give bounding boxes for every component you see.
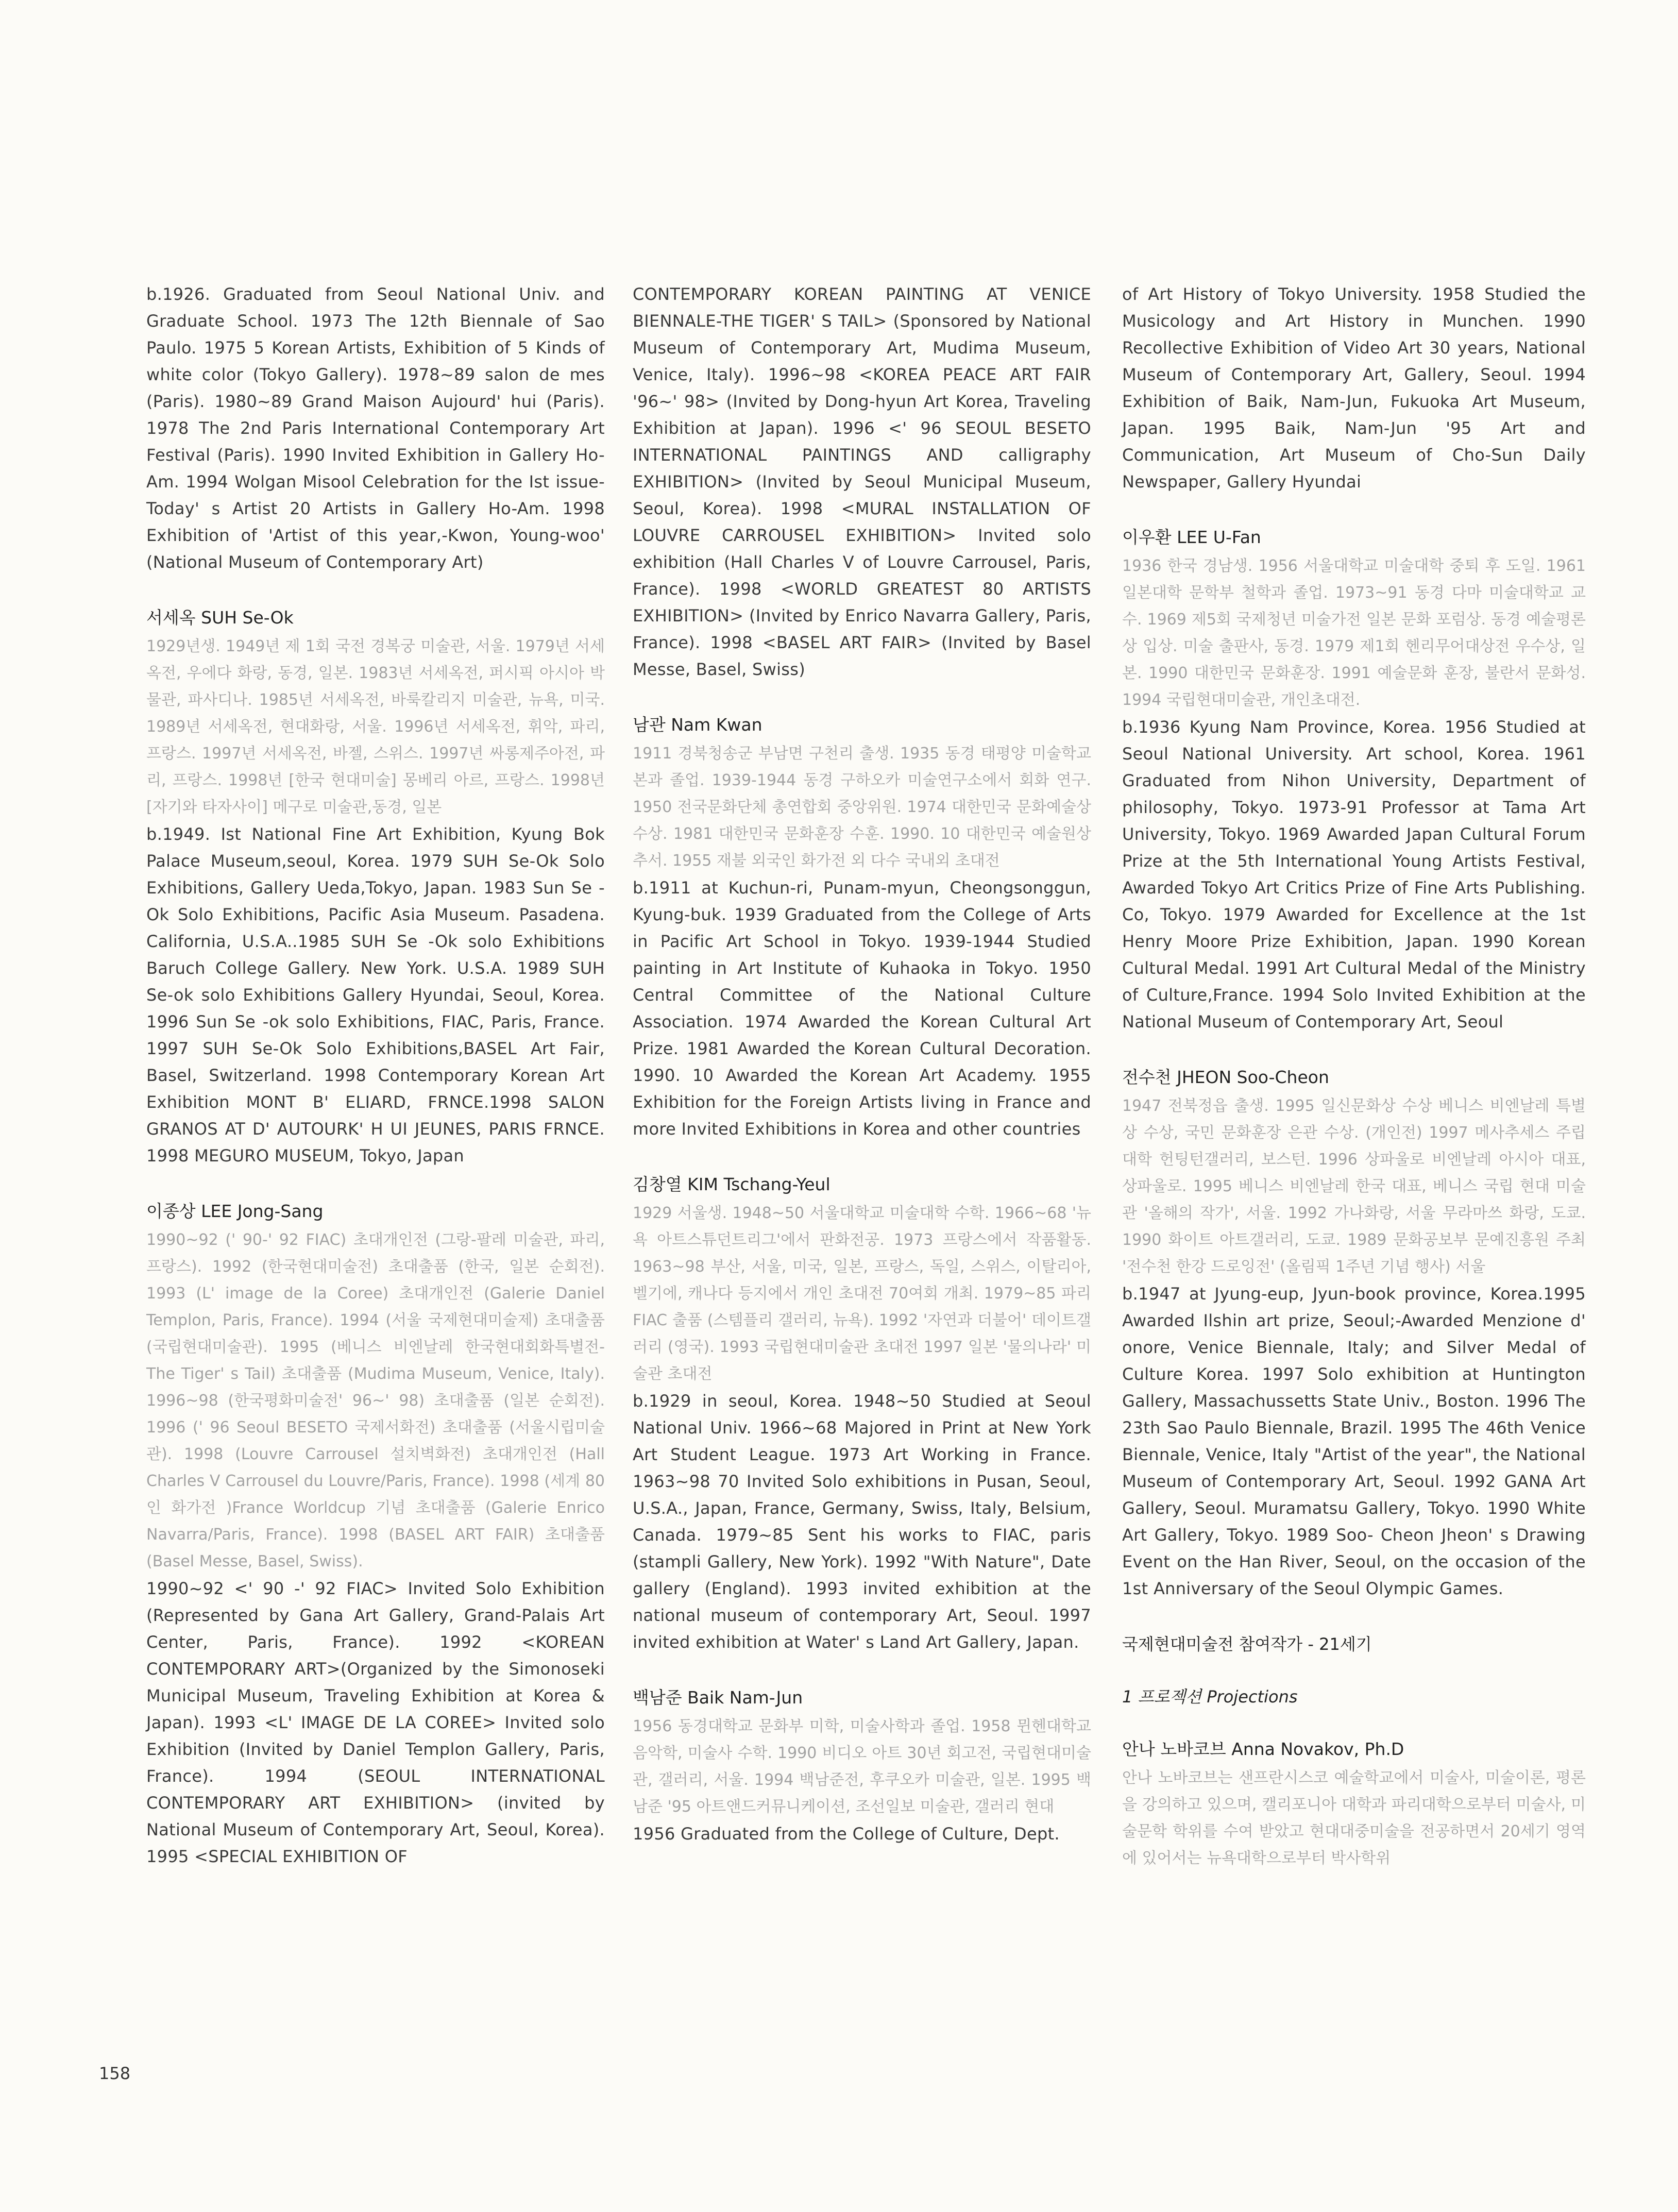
subsection-title: 1 프로젝션 Projections [1122,1687,1298,1707]
bio-korean: 1936 한국 경남생. 1956 서울대학교 미술대학 중퇴 후 도일. 1961 일본대학 문학부 철학과 졸업. 1973~91 동경 다마 미술대학교 교수. 1969 제5회 국제청년 미술가전 일본 문화 포럼상. 동경 예술평론상 입상. 미술 출판사, 동경. 1979 제1회 헨리무어대상전 우수상, 일본. 1990 대한민국 문화훈장. 1991 예술문화 훈장, 불란서 문화성. 1994 국립현대미술관, 개인초대전. [1122,557,1586,709]
column-right [1122,281,1586,1900]
bio-korean: 1947 전북정읍 출생. 1995 일신문화상 수상 베니스 비엔날레 특별상 수상, 국민 문화훈장 은관 수상. (개인전) 1997 메사추세스 주립대학 헌팅턴갤러리, 보스턴. 1996 상파울로 비엔날레 아시아 대표, 상파울로. 1995 베니스 비엔날레 한국 대표, 베니스 국립 현대 미술관 '올해의 작가', 서울. 1992 가나화랑, 서울 무라마쓰 화랑, 도쿄. 1990 화이트 아트갤러리, 도쿄. 1989 문화공보부 문예진흥원 주최 '전수천 한강 드로잉전' (올림픽 1주년 기념 행사) 서울 [1122,1097,1586,1276]
artist-entry [1122,1063,1586,1602]
artist-entry [633,1683,1091,1847]
bio-block [1122,281,1586,495]
artist-name: 전수천 JHEON Soo-Cheon [1122,1067,1329,1087]
bio-korean: 1929 서울생. 1948~50 서울대학교 미술대학 수학. 1966~68 '뉴욕 아트스튜던트리그'에서 판화전공. 1973 프랑스에서 작품활동. 1963~98 부산, 서울, 미국, 일본, 프랑스, 독일, 스위스, 이탈리아, 벨기에, 캐나다 등지에서 개인 초대전 70여회 개최. 1979~85 파리 FIAC 출품 (스템플리 갤러리, 뉴욕). 1992 '자연과 더불어' 데이트갤러리 (영국). 1993 국립현대미술관 초대전 1997 일본 '물의나라' 미술관 초대전 [633,1204,1091,1383]
bio-block [146,281,605,576]
bio-english: b.1929 in seoul, Korea. 1948~50 Studied at Seoul National Univ. 1966~68 Majored in Print at New York Art Student League. 1973 Art Working in France. 1963~98 70 Invited Solo exhibitions in Pusan, Seoul, U.S.A., Japan, France, Germany, Swiss, Italy, Belsium, Canada. 1979~85 Sent his works to FIAC, paris (stampli Gallery, New York). 1992 "With Nature", Date gallery (England). 1993 invited exhibition at the national museum of contemporary Art, Seoul. 1997 invited exhibition at Water' s Land Art Gallery, Japan. [633,1391,1091,1652]
artist-name: 이종상 LEE Jong-Sang [146,1201,324,1221]
artist-entry [1122,523,1586,1035]
bio-block [633,281,1091,683]
bio-korean: 1929년생. 1949년 제 1회 국전 경복궁 미술관, 서울. 1979년 서세옥전, 우에다 화랑, 동경, 일본. 1983년 서세옥전, 퍼시픽 아시아 박물관, 파사디나. 1985년 서세옥전, 바룩칼리지 미술관, 뉴욕, 미국. 1989년 서세옥전, 현대화랑, 서울. 1996년 서세옥전, 휘악, 파리, 프랑스. 1997년 서세옥전, 바젤, 스위스. 1997년 싸롱제주아전, 파리, 프랑스. 1998년 [한국 현대미술] 몽베리 아르, 프랑스. 1998년 [자기와 타자사이] 메구로 미술관,동경, 일본 [146,637,605,816]
bio-korean: 안나 노바코브는 샌프란시스코 예술학교에서 미술사, 미술이론, 평론을 강의하고 있으며, 캘리포니아 대학과 파리대학으로부터 미술사, 미술문학 학위를 수여 받았고 현대대중미술을 전공하면서 20세기 영역에 있어서는 뉴욕대학으로부터 박사학위 [1122,1769,1586,1867]
bio-english: CONTEMPORARY KOREAN PAINTING AT VENICE BIENNALE-THE TIGER' S TAIL> (Sponsored by National Museum of Contemporary Art, Mudima Museum, Venice, Italy). 1996~98 <KOREA PEACE ART FAIR '96~' 98> (Invited by Dong-hyun Art Korea, Traveling Exhibition at Japan). 1996 <' 96 SEOUL BESETO INTERNATIONAL PAINTINGS AND calligraphy EXHIBITION> (Invited by Seoul Municipal Museum, Seoul, Korea). 1998 <MURAL INSTALLATION OF LOUVRE CARROUSEL EXHIBITION> Invited solo exhibition (Hall Charles V of Louvre Carrousel, Paris, France). 1998 <WORLD GREATEST 80 ARTISTS EXHIBITION> (Invited by Enrico Navarra Gallery, Paris, France). 1998 <BASEL ART FAIR> (Invited by Basel Messe, Basel, Swiss) [633,284,1091,679]
artist-name: 안나 노바코브 Anna Novakov, Ph.D [1122,1739,1404,1759]
artist-name: 이우환 LEE U-Fan [1122,527,1261,547]
artist-entry [146,603,605,1169]
artist-entry [633,1170,1091,1656]
artist-entry [146,1197,605,1870]
bio-korean: 1956 동경대학교 문화부 미학, 미술사학과 졸업. 1958 뮌헨대학교 음악학, 미술사 수학. 1990 비디오 아트 30년 회고전, 국립현대미술관, 갤러리, 서울. 1994 백남준전, 후쿠오카 미술관, 일본. 1995 백남준 '95 아트앤드커뮤니케이션, 조선일보 미술관, 갤러리 현대 [633,1717,1091,1816]
artist-name: 백남준 Baik Nam-Jun [633,1687,803,1708]
artist-entry [633,711,1091,1142]
bio-english: b.1947 at Jyung-eup, Jyun-book province, Korea.1995 Awarded Ilshin art prize, Seoul;-Awarded Menzione d' onore, Venice Biennale, Italy; and Silver Medal of Culture Korea. 1997 Solo exhibition at Huntington Gallery, Massachussetts State Univ., Boston. 1996 The 23th Sao Paulo Biennale, Brazil. 1995 The 46th Venice Biennale, Venice, Italy "Artist of the year", the National Museum of Contemporary Art, Seoul. 1992 GANA Art Gallery, Seoul. Muramatsu Gallery, Tokyo. 1990 White Art Gallery, Tokyo. 1989 Soo- Cheon Jheon' s Drawing Event on the Han River, Seoul, on the occasion of the 1st Anniversary of the Seoul Olympic Games. [1122,1284,1586,1598]
bio-english: 1990~92 <' 90 -' 92 FIAC> Invited Solo Exhibition (Represented by Gana Art Gallery, Grand-Palais Art Center, Paris, France). 1992 <KOREAN CONTEMPORARY ART>(Organized by the Simonoseki Municipal Museum, Traveling Exhibition at Korea & Japan). 1993 <L' IMAGE DE LA COREE> Invited solo Exhibition (Invited by Daniel Templon Gallery, Paris, France). 1994 (SEOUL INTERNATIONAL CONTEMPORARY ART EXHIBITION> (invited by National Museum of Contemporary Art, Seoul, Korea). 1995 <SPECIAL EXHIBITION OF [146,1579,605,1866]
artist-name: 서세옥 SUH Se-Ok [146,607,294,628]
bio-english: b.1926. Graduated from Seoul National Univ. and Graduate School. 1973 The 12th Biennale of Sao Paulo. 1975 5 Korean Artists, Exhibition of 5 Kinds of white color (Tokyo Gallery). 1978~89 salon de mes (Paris). 1980~89 Grand Maison Aujourd' hui (Paris). 1978 The 2nd Paris International Contemporary Art Festival (Paris). 1990 Invited Exhibition in Gallery Ho-Am. 1994 Wolgan Misool Celebration for the Ist issue-Today' s Artist 20 Artists in Gallery Ho-Am. 1998 Exhibition of 'Artist of this year,-Kwon, Young-woo' (National Museum of Contemporary Art) [146,284,605,572]
bio-english: b.1949. Ist National Fine Art Exhibition, Kyung Bok Palace Museum,seoul, Korea. 1979 SUH Se-Ok Solo Exhibitions, Gallery Ueda,Tokyo, Japan. 1983 Sun Se -Ok Solo Exhibitions, Pacific Asia Museum. Pasadena. California, U.S.A..1985 SUH Se -Ok solo Exhibitions Baruch College Gallery. New York. U.S.A. 1989 SUH Se-ok solo Exhibitions Gallery Hyundai, Seoul, Korea. 1996 Sun Se -ok solo Exhibitions, FIAC, Paris, France. 1997 SUH Se-Ok Solo Exhibitions,BASEL Art Fair, Basel, Switzerland. 1998 Contemporary Korean Art Exhibition MONT B' ELIARD, FRNCE.1998 SALON GRANOS AT D' AUTOURK' H UI JEUNES, PARIS FRNCE. 1998 MEGURO MUSEUM, Tokyo, Japan [146,824,605,1166]
bio-korean: 1990~92 (' 90-' 92 FIAC) 초대개인전 (그랑-팔레 미술관, 파리, 프랑스). 1992 (한국현대미술전) 초대출품 (한국, 일본 순회전). 1993 (L' image de la Coree) 초대개인전 (Galerie Daniel Templon, Paris, France). 1994 (서울 국제현대미술제) 초대출품 (국립현대미술관). 1995 (베니스 비엔날레 한국현대회화특별전-The Tiger' s Tail) 초대출품 (Mudima Museum, Venice, Italy). 1996~98 (한국평화미술전' 96~' 98) 초대출품 (일본 순회전). 1996 (' 96 Seoul BESETO 국제서화전) 초대출품 (서울시립미술관). 1998 (Louvre Carrousel 설치벽화전) 초대개인전 (Hall Charles V Carrousel du Louvre/Paris, France). 1998 (세계 80인 화가전 )France Worldcup 기념 초대출품 (Galerie Enrico Navarra/Paris, France). 1998 (BASEL ART FAIR) 초대출품 (Basel Messe, Basel, Swiss). [146,1231,605,1571]
artist-name: 남관 Nam Kwan [633,715,762,735]
page-number: 158 [99,2064,131,2083]
section-title: 국제현대미술전 참여작가 - 21세기 [1122,1634,1372,1654]
bio-english: 1956 Graduated from the College of Culture, Dept. [633,1824,1060,1844]
artist-entry [1122,1735,1586,1872]
artist-name: 김창열 KIM Tschang-Yeul [633,1174,830,1194]
bio-english: b.1911 at Kuchun-ri, Punam-myun, Cheongsonggun, Kyung-buk. 1939 Graduated from the College of Arts in Pacific Art School in Tokyo. 1939-1944 Studied painting in Art Institute of Kuhaoka in Tokyo. 1950 Central Committee of the National Culture Association. 1974 Awarded the Korean Cultural Art Prize. 1981 Awarded the Korean Cultural Decoration. 1990. 10 Awarded the Korean Art Academy. 1955 Exhibition for the Foreign Artists living in France and more Invited Exhibitions in Korea and other countries [633,878,1091,1139]
bio-english: b.1936 Kyung Nam Province, Korea. 1956 Studied at Seoul National University. Art school, Korea. 1961 Graduated from Nihon University, Department of philosophy, Tokyo. 1973-91 Professor at Tama Art University, Tokyo. 1969 Awarded Japan Cultural Forum Prize at the 5th International Young Artists Festival, Awarded Tokyo Art Critics Prize of Fine Arts Publishing. Co, Tokyo. 1979 Awarded for Excellence at the 1st Henry Moore Prize Exhibition, Japan. 1990 Korean Cultural Medal. 1991 Art Cultural Medal of the Ministry of Culture,France. 1994 Solo Invited Exhibition at the National Museum of Contemporary Art, Seoul [1122,717,1586,1032]
column-middle [633,281,1091,1875]
column-left [146,281,605,1898]
bio-korean: 1911 경북청송군 부남면 구천리 출생. 1935 동경 태평양 미술학교 본과 졸업. 1939-1944 동경 구하오카 미술연구소에서 회화 연구. 1950 전국문화단체 총연합회 중앙위원. 1974 대한민국 문화예술상 수상. 1981 대한민국 문화훈장 수훈. 1990. 10 대한민국 예술원상 추서. 1955 재불 외국인 화가전 외 다수 국내외 초대전 [633,745,1091,870]
bio-english: of Art History of Tokyo University. 1958 Studied the Musicology and Art History in Munchen. 1990 Recollective Exhibition of Video Art 30 years, National Museum of Contemporary Art, Gallery, Seoul. 1994 Exhibition of Baik, Nam-Jun, Fukuoka Art Museum, Japan. 1995 Baik, Nam-Jun '95 Art and Communication, Art Museum of Cho-Sun Daily Newspaper, Gallery Hyundai [1122,284,1586,492]
